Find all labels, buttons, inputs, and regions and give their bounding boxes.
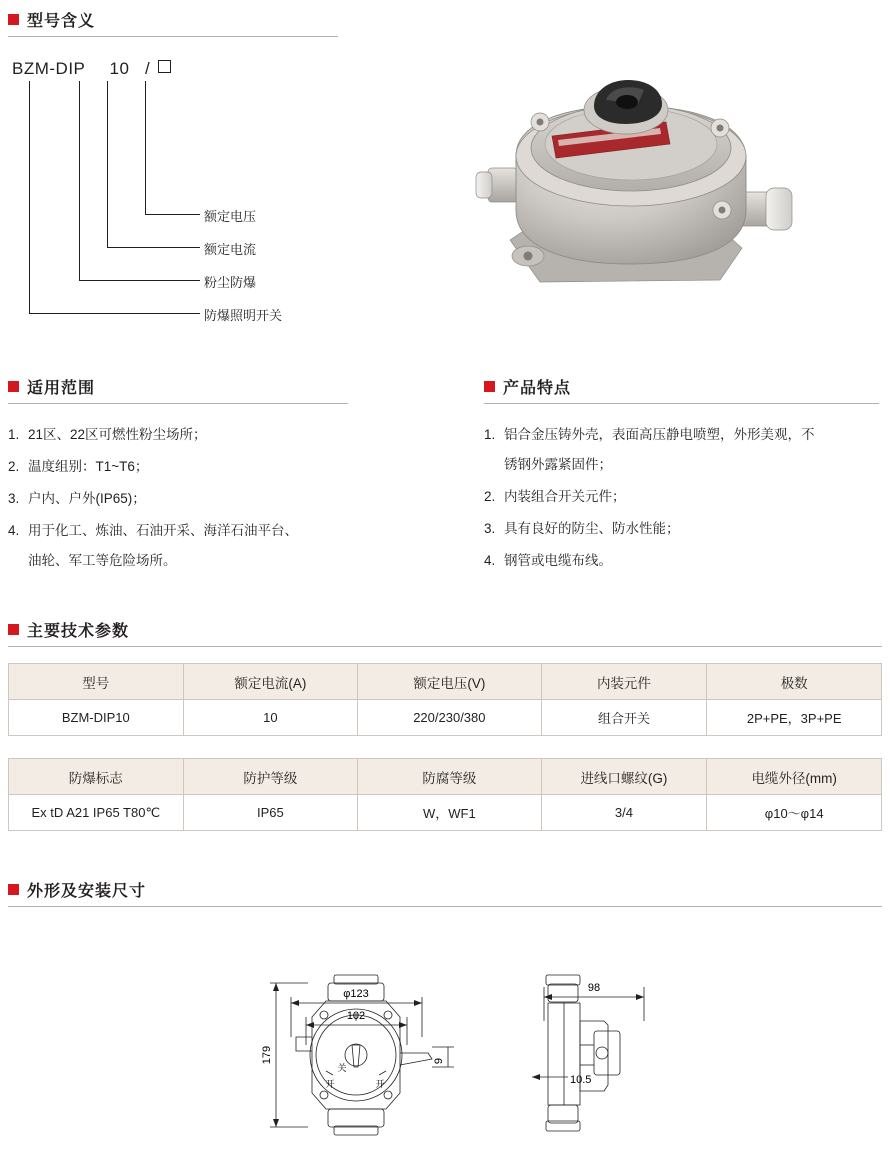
features-list [484,420,879,576]
list-item-text: 钢管或电缆布线。 [504,553,612,568]
list-item [8,516,348,576]
list-item-text: 户内、户外(IP65)； [28,491,146,506]
scope-list [8,420,348,576]
table-header-cell: 极数 [707,664,882,700]
list-item-number: 1. [484,427,496,442]
section-dimensions [8,878,882,1175]
list-item-number: 3. [8,491,20,506]
knob-mark-on-left: 开 [325,1079,335,1089]
list-item [484,514,879,544]
list-item-number: 1. [8,427,20,442]
list-item-text: 内装组合开关元件； [504,489,626,504]
knob-mark-off: 关 [337,1063,347,1073]
table-row [9,700,882,736]
leader-line-voltage-horizontal [145,214,200,215]
model-code-voltage-placeholder [158,60,171,73]
table-header-cell: 防腐等级 [358,759,541,795]
section-title-dimensions: 外形及安装尺寸 [27,883,147,900]
table-header-cell: 内装元件 [541,664,707,700]
leader-label-voltage: 额定电压 [204,209,257,224]
leader-label-dust: 粉尘防爆 [204,275,257,290]
table-cell: IP65 [183,795,358,831]
rotary-knob [584,80,668,134]
list-item-number: 2. [484,489,496,504]
spec-table-1 [8,663,882,736]
dim-label-side-thickness: 10.5 [570,1074,592,1086]
dim-label-front-outer: φ123 [343,988,369,1000]
list-item-number: 4. [484,553,496,568]
section-header-scope [8,375,348,404]
square-marker-icon [8,884,19,895]
table-header-cell: 额定电流(A) [183,664,358,700]
table-row [9,795,882,831]
table-cell: 3/4 [541,795,707,831]
section-header-model [8,8,338,37]
table-cell: W，WF1 [358,795,541,831]
list-item-number: 4. [8,523,20,538]
square-marker-icon [8,624,19,635]
dimension-drawings [8,925,882,1175]
list-item-number: 2. [8,459,20,474]
table-header-row [9,664,882,700]
dim-label-front-depth: 9 [433,1057,445,1065]
square-marker-icon [8,381,19,392]
square-marker-icon [8,14,19,25]
model-code-string [12,59,338,79]
leader-label-switch: 防爆照明开关 [204,308,283,323]
table-cell: 2P+PE，3P+PE [707,700,882,736]
section-header-dimensions [8,878,882,907]
dimension-drawing-svg [8,925,882,1175]
model-code-current: 10 [109,59,130,78]
knob-mark-on-right: 开 [375,1079,385,1089]
leader-label-current: 额定电流 [204,242,257,257]
list-item-number: 3. [484,521,496,536]
table-header-cell: 型号 [9,664,184,700]
model-code-slash: / [144,59,151,78]
table-cell: 220/230/380 [358,700,541,736]
section-header-features [484,375,879,404]
product-photo-illustration [470,60,870,350]
table-cell: φ10～φ14 [707,795,882,831]
leader-line-dust-vertical [79,81,80,280]
leader-line-switch-vertical [29,81,30,313]
list-item [484,420,879,480]
section-model-code [8,8,338,331]
section-features [484,375,879,578]
leader-line-current-horizontal [107,247,200,248]
section-title-model: 型号含义 [27,13,96,30]
square-marker-icon [484,381,495,392]
section-title-features: 产品特点 [503,380,572,397]
list-item-text: 用于化工、炼油、石油开采、海洋石油平台、 [28,523,298,538]
list-item [8,484,348,514]
list-item-text: 温度组别：T1~T6； [28,459,149,474]
list-item-text: 铝合金压铸外壳，表面高压静电喷塑，外形美观，不 [504,427,815,442]
section-parameters [8,618,882,831]
leader-line-current-vertical [107,81,108,247]
table-header-cell: 电缆外径(mm) [707,759,882,795]
table-cell: BZM-DIP10 [9,700,184,736]
product-photo [470,60,870,350]
list-item [8,452,348,482]
section-title-parameters: 主要技术参数 [27,623,130,640]
list-item [484,546,879,576]
model-code-prefix: BZM-DIP [12,59,86,78]
left-cable-gland [476,168,518,202]
dim-label-side-width: 98 [587,982,601,994]
leader-line-voltage-vertical [145,81,146,214]
table-cell: Ex tD A21 IP65 T80℃ [9,795,184,831]
table-header-cell: 进线口螺纹(G) [541,759,707,795]
table-cell: 10 [183,700,358,736]
model-code-leader-diagram [8,81,338,331]
leader-line-switch-horizontal [29,313,200,314]
list-item-text-continued: 油轮、军工等危险场所。 [28,553,177,568]
section-title-scope: 适用范围 [27,380,96,397]
dim-label-front-height: 179 [261,1045,273,1065]
list-item-text: 21区、22区可燃性粉尘场所； [28,427,207,442]
table-header-cell: 防爆标志 [9,759,184,795]
list-item [484,482,879,512]
table-header-cell: 额定电压(V) [358,664,541,700]
section-scope [8,375,348,578]
spec-table-2 [8,758,882,831]
table-header-cell: 防护等级 [183,759,358,795]
list-item-text-continued: 锈钢外露紧固件； [504,457,612,472]
dim-label-front-inner: 102 [346,1010,366,1022]
table-cell: 组合开关 [541,700,707,736]
table-header-row [9,759,882,795]
list-item-text: 具有良好的防尘、防水性能； [504,521,680,536]
section-header-parameters [8,618,882,647]
list-item [8,420,348,450]
leader-line-dust-horizontal [79,280,200,281]
side-view [532,975,644,1131]
